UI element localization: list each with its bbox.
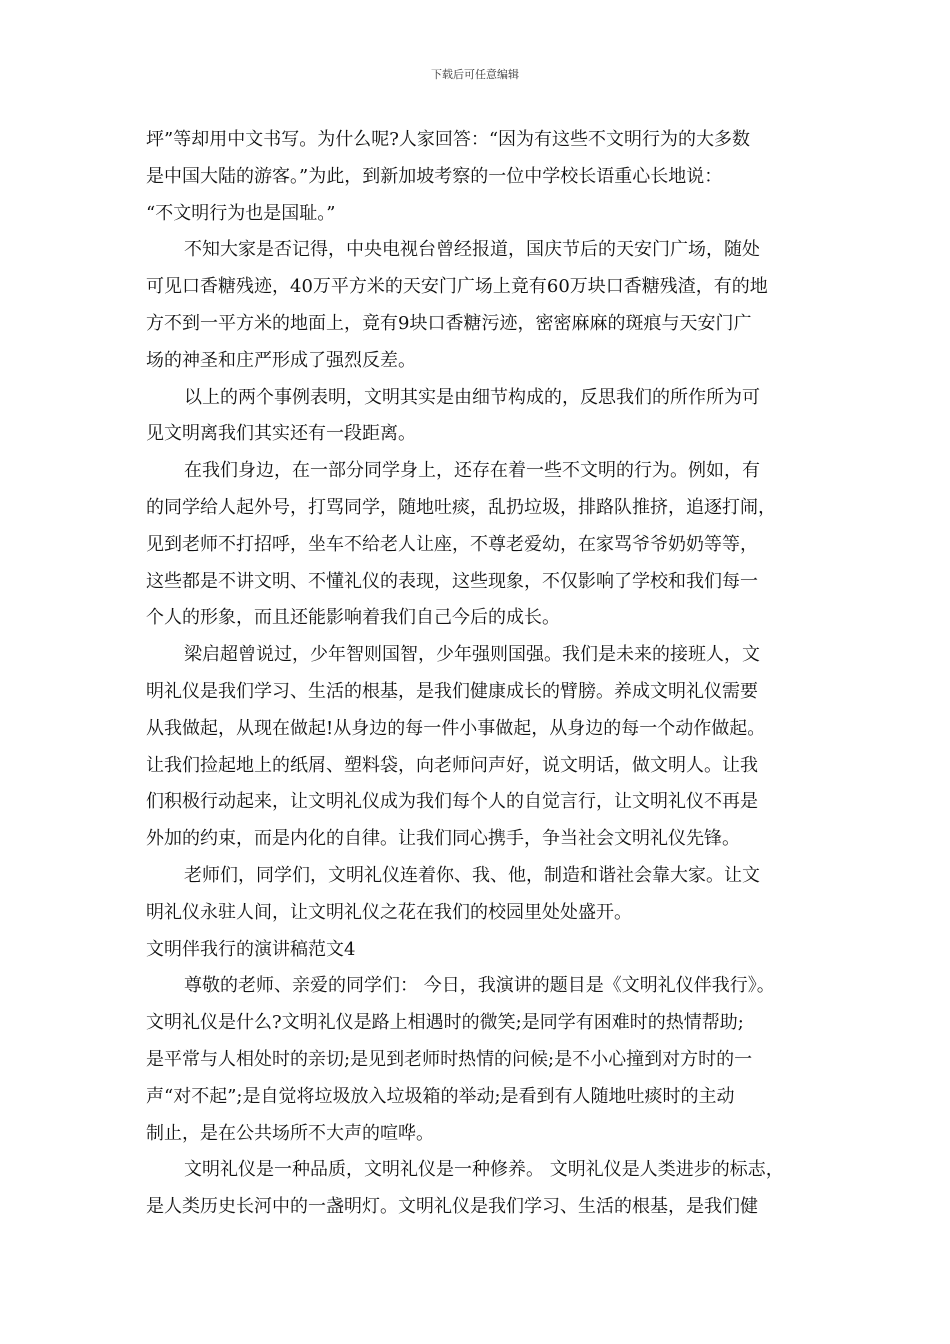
- text-line: 是中国大陆的游客。”为此，到新加坡考察的一位中学校长语重心长地说：: [146, 165, 723, 187]
- text-line: 让我们捡起地上的纸屑、塑料袋，向老师问声好，说文明话，做文明人。让我: [146, 754, 758, 776]
- text-line: 方不到一平方米的地面上，竟有9块口香糖污迹，密密麻麻的斑痕与天安门广: [146, 312, 752, 334]
- text-line: 外加的约束，而是内化的自律。让我们同心携手，争当社会文明礼仪先锋。: [146, 828, 740, 850]
- text-line: 见文明离我们其实还有一段距离。: [146, 423, 416, 445]
- text-line: “不文明行为也是国耻。”: [146, 202, 336, 224]
- text-line: 明礼仪永驻人间，让文明礼仪之花在我们的校园里处处盛开。: [146, 901, 632, 923]
- section-heading: 文明伴我行的演讲稿范文4: [146, 938, 356, 960]
- text-line: 声“对不起”;是自觉将垃圾放入垃圾箱的举动;是看到有人随地吐痰时的主动: [146, 1085, 735, 1107]
- text-line: 文明礼仪是一种品质，文明礼仪是一种修养。 文明礼仪是人类进步的标志，: [184, 1159, 784, 1181]
- text-line: 从我做起，从现在做起!从身边的每一件小事做起，从身边的每一个动作做起。: [146, 717, 766, 739]
- text-line: 不知大家是否记得，中央电视台曾经报道，国庆节后的天安门广场，随处: [184, 239, 760, 261]
- text-line: 是人类历史长河中的一盏明灯。文明礼仪是我们学习、生活的根基，是我们健: [146, 1196, 758, 1218]
- text-line: 尊敬的老师、亲爱的同学们： 今日，我演讲的题目是《文明礼仪伴我行》。: [184, 975, 775, 997]
- text-line: 可见口香糖残迹，40万平方米的天安门广场上竟有60万块口香糖残渣，有的地: [146, 276, 768, 298]
- text-line: 文明礼仪是什么?文明礼仪是路上相遇时的微笑;是同学有困难时的热情帮助;: [146, 1012, 744, 1034]
- document-body: [146, 122, 810, 1226]
- text-line: 明礼仪是我们学习、生活的根基，是我们健康成长的臂膀。养成文明礼仪需要: [146, 680, 758, 702]
- page-header: 下载后可任意编辑: [431, 68, 519, 81]
- text-line: 坪”等却用中文书写。为什么呢?人家回答：“因为有这些不文明行为的大多数: [146, 129, 751, 150]
- text-line: 们积极行动起来，让文明礼仪成为我们每个人的自觉言行，让文明礼仪不再是: [146, 791, 758, 813]
- text-line: 以上的两个事例表明，文明其实是由细节构成的，反思我们的所作所为可: [184, 386, 760, 408]
- text-line: 梁启超曾说过，少年智则国智，少年强则国强。我们是未来的接班人，文: [184, 644, 760, 666]
- text-line: 老师们，同学们，文明礼仪连着你、我、他，制造和谐社会靠大家。让文: [184, 864, 760, 886]
- text-line: 在我们身边，在一部分同学身上，还存在着一些不文明的行为。例如，有: [184, 460, 760, 482]
- text-line: 的同学给人起外号，打骂同学，随地吐痰，乱扔垃圾，排路队推挤，追逐打闹，: [146, 496, 776, 518]
- text-line: 场的神圣和庄严形成了强烈反差。: [146, 349, 416, 371]
- text-line: 是平常与人相处时的亲切;是见到老师时热情的问候;是不小心撞到对方时的一: [146, 1048, 753, 1070]
- text-line: 这些都是不讲文明、不懂礼仪的表现，这些现象，不仅影响了学校和我们每一: [146, 570, 758, 592]
- text-line: 见到老师不打招呼，坐车不给老人让座，不尊老爱幼，在家骂爷爷奶奶等等，: [146, 533, 758, 555]
- text-line: 制止，是在公共场所不大声的喧哗。: [146, 1122, 434, 1144]
- text-line: 个人的形象，而且还能影响着我们自己今后的成长。: [146, 607, 560, 629]
